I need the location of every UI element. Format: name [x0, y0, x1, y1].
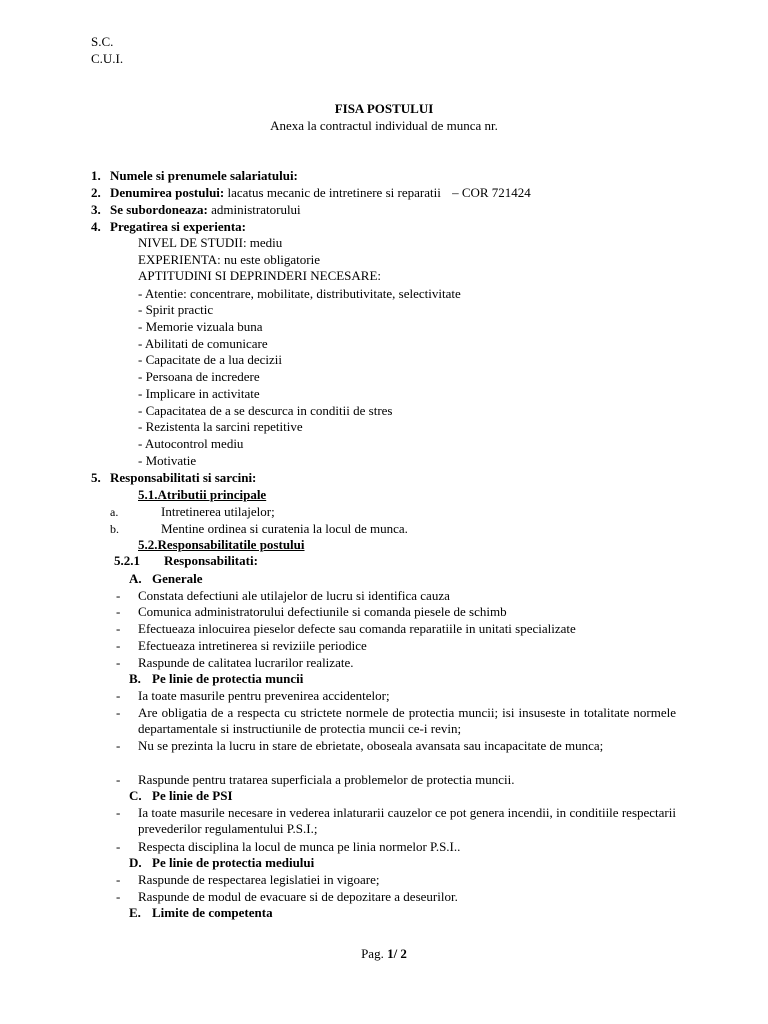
experienta-line: EXPERIENTA: nu este obligatorie: [138, 252, 321, 267]
item-3-value: administratorului: [211, 202, 301, 217]
list-item: Ia toate masurile necesare in vederea inlaturarii cauzelor ce pot genera incendii, in conditiile respectarii prevederilor regulamentului P.S.I.;: [138, 805, 676, 836]
bullet: -: [116, 588, 121, 603]
list-item: Raspunde de modul de evacuare si de depozitare a deseurilor.: [138, 889, 458, 904]
studii-line: NIVEL DE STUDII: mediu: [138, 235, 283, 250]
bullet: -: [116, 705, 121, 720]
list-item: Intretinerea utilajelor;: [161, 504, 275, 519]
list-letter: a.: [110, 505, 119, 519]
cui-label: C.U.I.: [91, 51, 124, 66]
aptitudine-item: - Abilitati de comunicare: [138, 336, 268, 351]
aptitudine-item: - Capacitatea de a se descurca in conditii de stres: [138, 403, 393, 418]
group-e-letter: E.: [129, 905, 141, 920]
bullet: -: [116, 839, 121, 854]
page-footer: [0, 946, 768, 962]
list-item: Comunica administratorului defectiunile si comanda piesele de schimb: [138, 604, 507, 619]
group-a-title: Generale: [152, 571, 203, 586]
list-item: Raspunde de calitatea lucrarilor realizate.: [138, 655, 354, 670]
item-2-label: Denumirea postului:: [110, 185, 225, 200]
group-a-letter: A.: [129, 571, 142, 586]
list-item: Efectueaza intretinerea si reviziile periodice: [138, 638, 367, 653]
list-item: Efectueaza inlocuirea pieselor defecte sau comanda reparatiile in unitati specializate: [138, 621, 576, 636]
bullet: -: [116, 772, 121, 787]
item-2-number: 2.: [91, 185, 101, 200]
list-item: Mentine ordinea si curatenia la locul de munca.: [161, 521, 408, 536]
page-subtitle: Anexa la contractul individual de munca nr.: [270, 118, 498, 133]
group-d-letter: D.: [129, 855, 142, 870]
aptitudine-item: - Motivatie: [138, 453, 197, 468]
bullet: -: [116, 688, 121, 703]
bullet: -: [116, 805, 121, 820]
item-2-value: lacatus mecanic de intretinere si reparatii: [227, 185, 441, 200]
page-number-prefix: Pag.: [361, 946, 384, 961]
bullet: -: [116, 638, 121, 653]
list-item: Nu se prezinta la lucru in stare de ebrietate, oboseala avansata sau incapacitate de munca;: [138, 738, 604, 753]
aptitudine-item: - Atentie: concentrare, mobilitate, distributivitate, selectivitate: [138, 286, 461, 301]
list-item: Raspunde de respectarea legislatiei in vigoare;: [138, 872, 380, 887]
item-5-number: 5.: [91, 470, 101, 485]
bullet: -: [116, 889, 121, 904]
item-5-label: Responsabilitati si sarcini:: [110, 470, 257, 485]
group-d-title: Pe linie de protectia mediului: [152, 855, 315, 870]
list-item: Constata defectiuni ale utilajelor de lucru si identifica cauza: [138, 588, 450, 603]
item-4-label: Pregatirea si experienta:: [110, 219, 246, 234]
list-item: Respecta disciplina la locul de munca pe linia normelor P.S.I..: [138, 839, 461, 854]
aptitudini-title: APTITUDINI SI DEPRINDERI NECESARE:: [138, 268, 382, 283]
group-b-letter: B.: [129, 671, 141, 686]
item-1-label: Numele si prenumele salariatului:: [110, 168, 298, 183]
item-4-number: 4.: [91, 219, 101, 234]
group-c-letter: C.: [129, 788, 142, 803]
aptitudine-item: - Memorie vizuala buna: [138, 319, 263, 334]
group-c-title: Pe linie de PSI: [152, 788, 233, 803]
section-5-2-1-title: Responsabilitati:: [164, 553, 258, 568]
item-1: [110, 168, 298, 184]
list-letter: b.: [110, 522, 119, 536]
aptitudine-item: - Persoana de incredere: [138, 369, 260, 384]
aptitudine-item: - Rezistenta la sarcini repetitive: [138, 419, 303, 434]
section-5-1-title: 5.1.Atributii principale: [138, 487, 267, 502]
page-number: 1/ 2: [387, 946, 407, 961]
bullet: -: [116, 621, 121, 636]
list-item: Are obligatia de a respecta cu strictete normele de protectia muncii; isi insuseste in totalitate normele departamentale si instructiunile de protectia muncii ce-i revin;: [138, 705, 676, 736]
list-item: Ia toate masurile pentru prevenirea accidentelor;: [138, 688, 390, 703]
item-2-cor-code: – COR 721424: [452, 185, 531, 200]
aptitudine-item: - Autocontrol mediu: [138, 436, 244, 451]
bullet: -: [116, 655, 121, 670]
section-5-2-title: 5.2.Responsabilitatile postului: [138, 537, 305, 552]
bullet: -: [116, 872, 121, 887]
group-b-title: Pe linie de protectia muncii: [152, 671, 304, 686]
item-2: [110, 185, 531, 201]
aptitudine-item: - Implicare in activitate: [138, 386, 260, 401]
bullet: -: [116, 604, 121, 619]
company-label: S.C.: [91, 34, 114, 49]
item-3-number: 3.: [91, 202, 101, 217]
aptitudine-item: - Spirit practic: [138, 302, 214, 317]
group-e-title: Limite de competenta: [152, 905, 273, 920]
section-5-2-1-number: 5.2.1: [114, 553, 140, 568]
item-3-label: Se subordoneaza:: [110, 202, 208, 217]
list-item: Raspunde pentru tratarea superficiala a problemelor de protectia muncii.: [138, 772, 515, 787]
aptitudine-item: - Capacitate de a lua decizii: [138, 352, 283, 367]
item-3: [110, 202, 301, 218]
item-1-number: 1.: [91, 168, 101, 183]
bullet: -: [116, 738, 121, 753]
page-title: FISA POSTULUI: [334, 101, 434, 116]
